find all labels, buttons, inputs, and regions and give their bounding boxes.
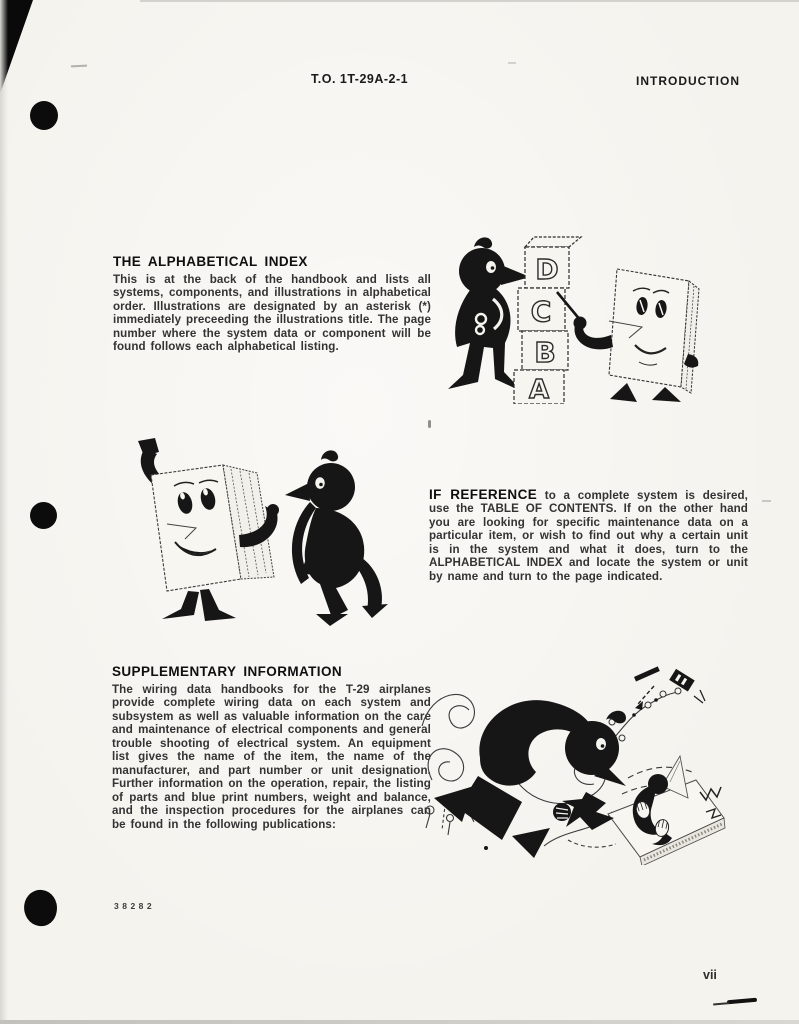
hole-punch-middle: [30, 502, 57, 529]
scan-edge-left: [0, 0, 8, 1024]
scan-edge-top: [140, 0, 799, 2]
page-header-section-title: INTRODUCTION: [636, 74, 740, 88]
section-supplementary-information: [112, 664, 431, 831]
scan-smudge: [508, 62, 516, 64]
print-code: 38282: [114, 901, 156, 911]
tangled-bird-character: [434, 700, 626, 858]
hole-punch-bottom: [22, 888, 60, 928]
handbook-greeting-cartoon: [104, 438, 396, 626]
scan-scribble-mark: [727, 998, 757, 1005]
scan-edge-bottom: [0, 1020, 799, 1024]
scan-smudge: [762, 500, 771, 502]
section-heading: SUPPLEMENTARY INFORMATION: [112, 664, 343, 679]
block-letter-c: C: [530, 295, 552, 328]
scan-smudge: [428, 420, 431, 428]
bird-character: [285, 450, 388, 626]
section-body: This is at the back of the handbook and lists all systems, components, and illustrations in alphabetical order. Illustrations are designated by an asterisk (*) immediately preceeding the illustrations title. The page number where the system data or component will be found follows each alphabetical listing.: [113, 273, 431, 354]
section-if-reference: [429, 488, 748, 583]
page-number: vii: [703, 968, 717, 982]
tangled-wiring-illustration: [416, 660, 726, 865]
section-body-text: to a complete system is desired, use the TABLE OF CONTENTS. If on the other hand you are looking for specific maintenance data on a particular item, or wish to find out why a certain unit is in the system and what it does, turn to the ALPHABETICAL INDEX and locate the system or unit by name and turn to the page indicated.: [429, 489, 749, 583]
handbook-greeting-illustration: [104, 438, 396, 626]
scan-smudge: [71, 65, 87, 68]
handbook-character: [138, 438, 279, 621]
hole-punch-top: [30, 101, 58, 130]
alphabet-blocks-illustration: [430, 226, 712, 404]
section-alphabetical-index: [113, 254, 431, 354]
alphabet-blocks-cartoon: [430, 226, 712, 404]
tangled-wiring-cartoon: [416, 660, 726, 865]
electric-plug: [634, 666, 705, 710]
handbook-character: [557, 269, 699, 402]
block-letter-b: B: [534, 336, 556, 369]
section-body: The wiring data handbooks for the T-29 airplanes provide complete wiring data on each system and subsystem as well as valuable information on the care and maintenance of electrical components and general trouble shooting of electrical system. An equipment list gives the name of the item, the name of the manufacturer, and part number or unit designation. Further information on the operation, repair, the listing of parts and blue print numbers, weight and balance, and the inspection procedures for the airplanes can be found in the following publications:: [112, 683, 431, 831]
section-heading: THE ALPHABETICAL INDEX: [113, 254, 308, 269]
block-letter-d: D: [535, 253, 559, 286]
technical-order-number: T.O. 1T-29A-2-1: [311, 72, 409, 86]
open-handbook: [608, 756, 725, 865]
section-lead-in: IF REFERENCE: [429, 487, 538, 502]
section-body: [429, 488, 748, 583]
block-letter-a: A: [528, 375, 550, 404]
